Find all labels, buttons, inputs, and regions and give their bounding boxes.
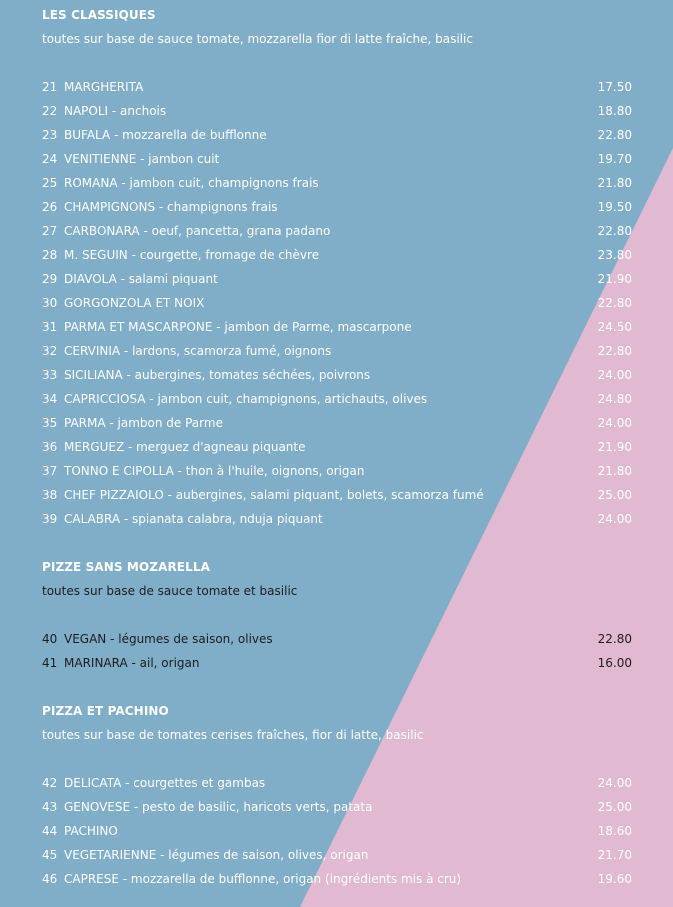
item-name: VEGETARIENNE - légumes de saison, olives, origan — [64, 848, 369, 862]
item-name: MARGHERITA — [64, 80, 144, 94]
item-number: 33 — [42, 368, 58, 382]
section-subtitle-sans-mozarella: toutes sur base de sauce tomate et basilic — [42, 584, 298, 598]
item-price: 18.80 — [597, 104, 632, 118]
menu-item — [42, 198, 632, 216]
item-price: 19.70 — [597, 152, 632, 166]
item-price: 24.00 — [597, 512, 632, 526]
item-price: 22.80 — [597, 128, 632, 142]
menu-item — [42, 822, 632, 840]
item-number: 22 — [42, 104, 58, 118]
item-number: 23 — [42, 128, 58, 142]
menu-item — [42, 126, 632, 144]
item-price: 21.90 — [597, 440, 632, 454]
item-number: 34 — [42, 392, 58, 406]
item-number: 41 — [42, 656, 58, 670]
item-number: 24 — [42, 152, 58, 166]
item-number: 37 — [42, 464, 58, 478]
menu-item — [42, 174, 632, 192]
menu-item — [42, 846, 632, 864]
item-name: GENOVESE - pesto de basilic, haricots verts, patata — [64, 800, 373, 814]
item-name: CHEF PIZZAIOLO - aubergines, salami piquant, bolets, scamorza fumé — [64, 488, 484, 502]
menu-item — [42, 102, 632, 120]
item-price: 16.00 — [597, 656, 632, 670]
item-price: 21.70 — [597, 848, 632, 862]
item-number: 46 — [42, 872, 58, 886]
item-name: ROMANA - jambon cuit, champignons frais — [64, 176, 319, 190]
menu-item — [42, 390, 632, 408]
item-number: 39 — [42, 512, 58, 526]
item-number: 32 — [42, 344, 58, 358]
menu-item — [42, 342, 632, 360]
item-price: 22.80 — [597, 632, 632, 646]
item-number: 25 — [42, 176, 58, 190]
item-name: TONNO E CIPOLLA - thon à l'huile, oignons, origan — [64, 464, 365, 478]
item-price: 18.60 — [597, 824, 632, 838]
item-number: 27 — [42, 224, 58, 238]
section-subtitle-pachino: toutes sur base de tomates cerises fraîches, fior di latte, basilic — [42, 728, 424, 742]
item-number: 31 — [42, 320, 58, 334]
section-title-pachino: PIZZA ET PACHINO — [42, 704, 169, 718]
item-number: 44 — [42, 824, 58, 838]
section-subtitle-classiques: toutes sur base de sauce tomate, mozzarella fior di latte fraîche, basilic — [42, 32, 473, 46]
item-price: 17.50 — [597, 80, 632, 94]
item-name: GORGONZOLA ET NOIX — [64, 296, 205, 310]
item-price: 24.00 — [597, 368, 632, 382]
item-price: 24.00 — [597, 776, 632, 790]
menu-item — [42, 222, 632, 240]
item-name: CHAMPIGNONS - champignons frais — [64, 200, 278, 214]
menu-item — [42, 486, 632, 504]
item-price: 21.80 — [597, 464, 632, 478]
item-name: CAPRESE - mozzarella de bufflonne, origan (ingrédients mis à cru) — [64, 872, 462, 886]
menu-item — [42, 510, 632, 528]
item-name: VENITIENNE - jambon cuit — [64, 152, 220, 166]
menu-item — [42, 270, 632, 288]
item-price: 19.50 — [597, 200, 632, 214]
item-name: CERVINIA - lardons, scamorza fumé, oignons — [64, 344, 332, 358]
item-name: CAPRICCIOSA - jambon cuit, champignons, artichauts, olives — [64, 392, 428, 406]
item-number: 26 — [42, 200, 58, 214]
item-name: CALABRA - spianata calabra, nduja piquant — [64, 512, 323, 526]
item-name: PARMA ET MASCARPONE - jambon de Parme, mascarpone — [64, 320, 412, 334]
item-name: NAPOLI - anchois — [64, 104, 167, 118]
menu-item — [42, 78, 632, 96]
item-name: PARMA - jambon de Parme — [64, 416, 223, 430]
item-number: 35 — [42, 416, 58, 430]
item-number: 42 — [42, 776, 58, 790]
item-name: PACHINO — [64, 824, 118, 838]
item-price: 22.80 — [597, 296, 632, 310]
item-name: VEGAN - légumes de saison, olives — [64, 632, 273, 646]
item-name: DIAVOLA - salami piquant — [64, 272, 218, 286]
item-number: 21 — [42, 80, 58, 94]
item-name: DELICATA - courgettes et gambas — [64, 776, 266, 790]
item-name: MARINARA - ail, origan — [64, 656, 200, 670]
item-price: 25.00 — [597, 488, 632, 502]
menu-item — [42, 246, 632, 264]
section-title-sans-mozarella: PIZZE SANS MOZARELLA — [42, 560, 210, 574]
item-name: BUFALA - mozzarella de bufflonne — [64, 128, 267, 142]
item-number: 43 — [42, 800, 58, 814]
item-number: 30 — [42, 296, 58, 310]
item-name: MERGUEZ - merguez d'agneau piquante — [64, 440, 306, 454]
item-price: 25.00 — [597, 800, 632, 814]
item-price: 23.80 — [597, 248, 632, 262]
menu-item — [42, 150, 632, 168]
item-price: 24.00 — [597, 416, 632, 430]
section-title-classiques: LES CLASSIQUES — [42, 8, 156, 22]
item-number: 45 — [42, 848, 58, 862]
menu-item — [42, 366, 632, 384]
item-price: 24.80 — [597, 392, 632, 406]
item-name: M. SEGUIN - courgette, fromage de chèvre — [64, 248, 320, 262]
item-name: SICILIANA - aubergines, tomates séchées, poivrons — [64, 368, 371, 382]
item-name: CARBONARA - oeuf, pancetta, grana padano — [64, 224, 331, 238]
item-number: 38 — [42, 488, 58, 502]
menu-item — [42, 630, 632, 648]
item-price: 19.60 — [597, 872, 632, 886]
menu-item — [42, 870, 632, 888]
menu-item — [42, 462, 632, 480]
item-number: 40 — [42, 632, 58, 646]
item-number: 36 — [42, 440, 58, 454]
menu-item — [42, 654, 632, 672]
menu-item — [42, 774, 632, 792]
menu-item — [42, 318, 632, 336]
item-price: 24.50 — [597, 320, 632, 334]
item-number: 29 — [42, 272, 58, 286]
item-price: 22.80 — [597, 344, 632, 358]
menu-item — [42, 294, 632, 312]
item-number: 28 — [42, 248, 58, 262]
item-price: 21.90 — [597, 272, 632, 286]
menu-item — [42, 798, 632, 816]
menu-item — [42, 438, 632, 456]
item-price: 21.80 — [597, 176, 632, 190]
item-price: 22.80 — [597, 224, 632, 238]
menu-item — [42, 414, 632, 432]
